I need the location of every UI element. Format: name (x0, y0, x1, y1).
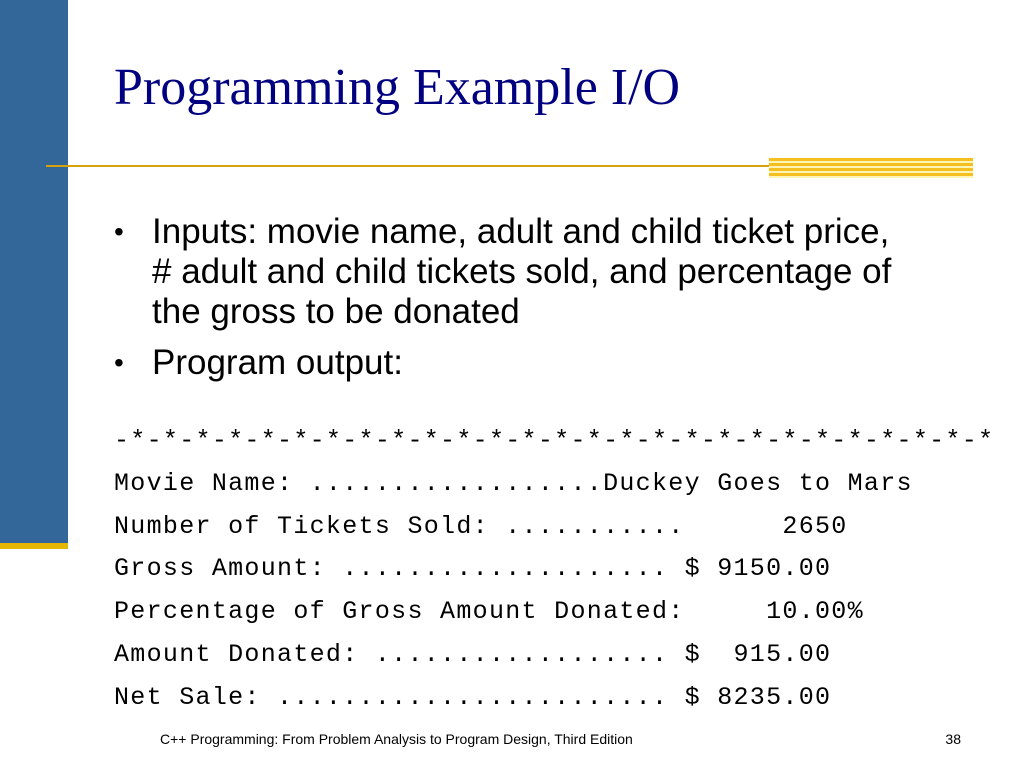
output-tickets-sold: Number of Tickets Sold: ........... 2650 (114, 511, 848, 541)
bullet-output (114, 343, 914, 383)
sidebar-bar (0, 0, 68, 543)
bullet-dot-icon: • (114, 216, 124, 247)
program-output (114, 420, 994, 720)
page-number: 38 (945, 731, 961, 747)
bullet-dot-icon: • (114, 347, 124, 378)
output-net-sale: Net Sale: ........................ $ 8235.00 (114, 682, 832, 712)
footer-caption: C++ Programming: From Problem Analysis to Program Design, Third Edition (160, 731, 633, 747)
slide-title: Programming Example I/O (114, 59, 681, 116)
output-gross-amount: Gross Amount: .................... $ 9150.00 (114, 554, 832, 584)
output-movie-name: Movie Name: ..................Duckey Goes to Mars (114, 468, 913, 498)
bullet-list (114, 212, 914, 383)
sidebar-accent-bar (0, 543, 68, 549)
output-separator: -*-*-*-*-*-*-*-*-*-*-*-*-*-*-*-*-*-*-*-*-*-*-*-*-*-*-* (114, 426, 995, 455)
output-amount-donated: Amount Donated: .................. $ 915.00 (114, 639, 832, 669)
bullet-inputs (114, 212, 914, 332)
bullet-text: Inputs: movie name, adult and child ticket price, # adult and child tickets sold, and percentage of the gross to be donated (152, 212, 892, 331)
output-percentage-donated: Percentage of Gross Amount Donated: 10.00% (114, 597, 864, 627)
bullet-text: Program output: (152, 343, 403, 382)
title-accent-stripes (769, 158, 973, 178)
